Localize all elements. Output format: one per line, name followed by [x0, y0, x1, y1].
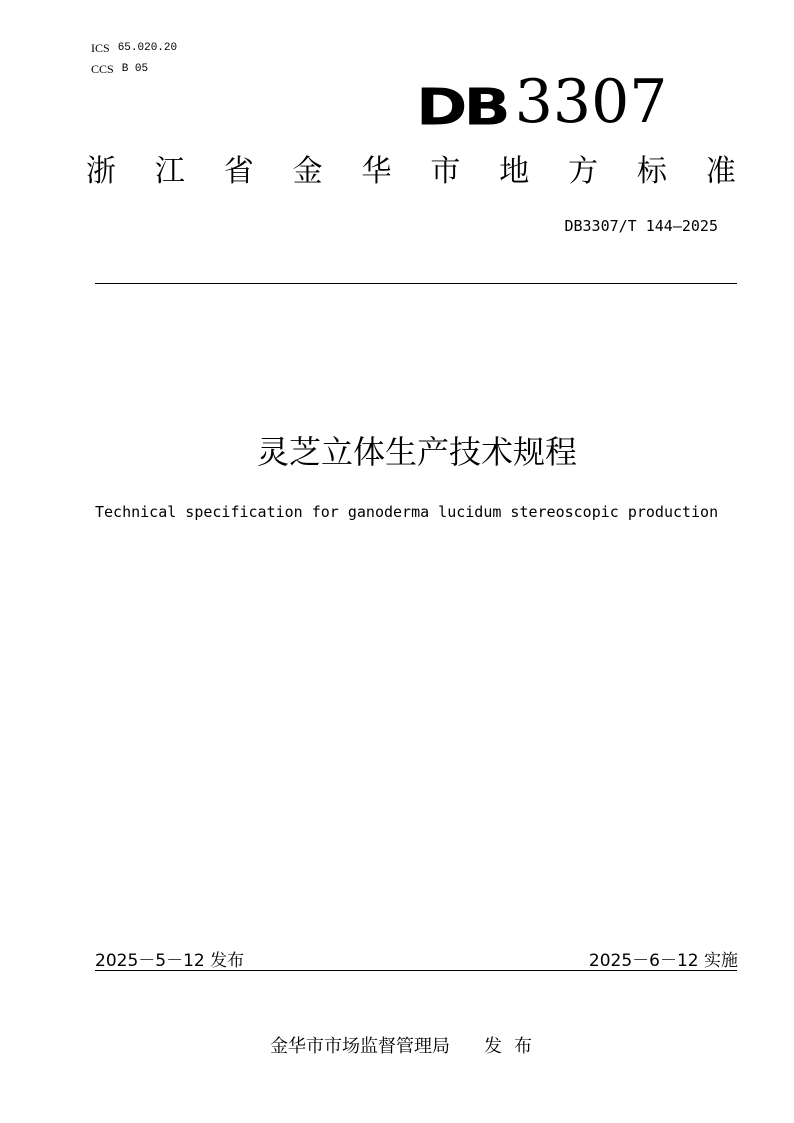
standard-type-char: 标	[637, 154, 667, 189]
ics-row	[91, 38, 177, 59]
standard-type-char: 方	[568, 154, 599, 189]
implementation-date: 2025－6－12 实施	[588, 951, 738, 971]
logo-number: 3307	[514, 67, 668, 137]
issue-date: 2025－5－12 发布	[95, 951, 245, 971]
standard-type-char: 市	[430, 154, 461, 189]
standard-type-char: 金	[292, 154, 323, 189]
standard-type-char: 浙	[86, 154, 116, 189]
issuer-verb: 发布	[484, 1036, 544, 1057]
issuer-name: 金华市市场监督管理局	[270, 1036, 450, 1057]
standard-type-char: 省	[223, 154, 254, 189]
ccs-row	[91, 59, 177, 80]
standard-type-title	[86, 150, 736, 194]
classification-codes	[91, 38, 177, 80]
ccs-value: B 05	[121, 63, 149, 75]
db-logo	[416, 66, 667, 137]
standard-type-char: 地	[499, 154, 530, 189]
ics-label: ICS	[91, 41, 110, 55]
top-divider	[95, 283, 737, 284]
ccs-label: CCS	[91, 62, 114, 76]
document-title-cn: 灵芝立体生产技术规程	[256, 433, 577, 471]
logo-prefix: DB	[416, 76, 507, 137]
issuer	[270, 1032, 544, 1058]
bottom-divider	[95, 970, 737, 971]
standard-type-char: 江	[154, 154, 185, 189]
document-title-en: Technical specification for ganoderma lucidum stereoscopic production	[95, 503, 719, 521]
ics-value: 65.020.20	[117, 42, 178, 54]
standard-number: DB3307/T 144—2025	[564, 217, 718, 235]
standard-type-char: 准	[705, 154, 736, 189]
standard-type-char: 华	[361, 154, 392, 189]
